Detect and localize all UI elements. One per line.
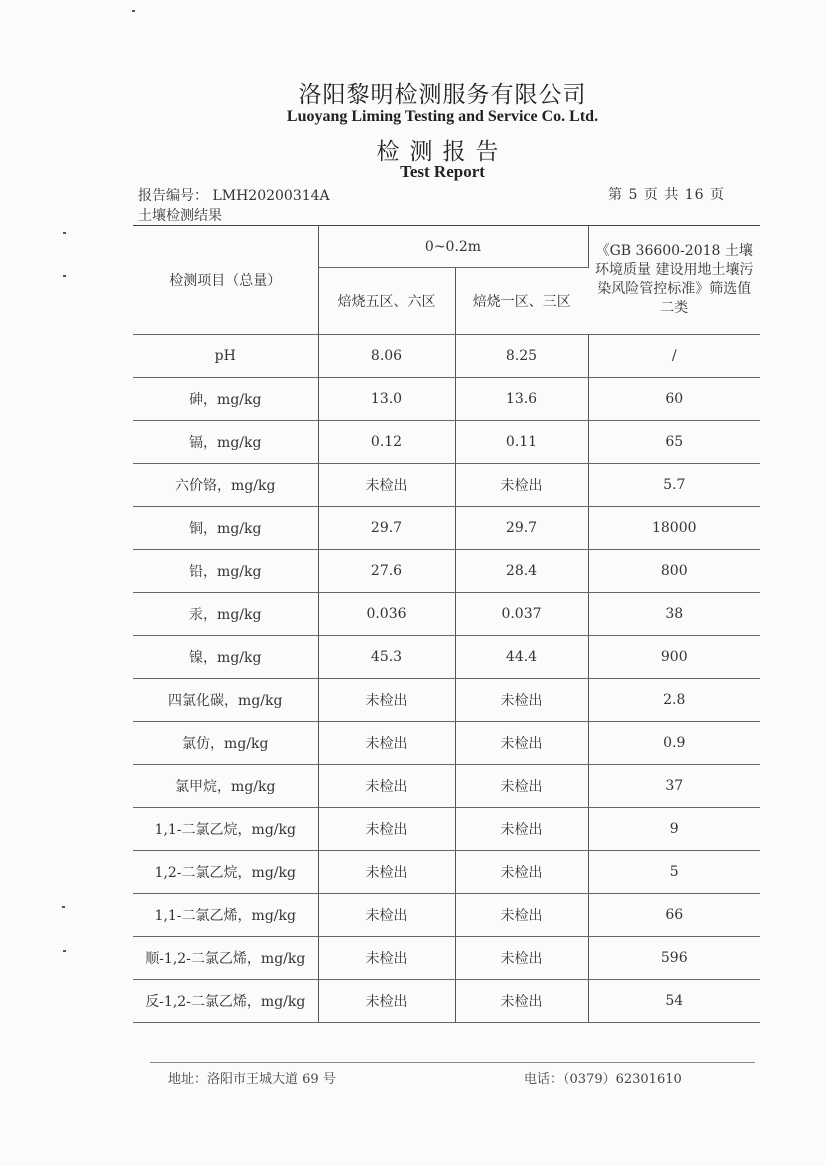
zone2-value: 28.4	[455, 550, 588, 593]
table-row	[133, 679, 760, 722]
zone2-value: 未检出	[455, 851, 588, 894]
table-row	[133, 937, 760, 980]
table-row	[133, 335, 760, 378]
zone2-value: 未检出	[455, 464, 588, 507]
zone1-value: 未检出	[318, 808, 455, 851]
zone1-value: 未检出	[318, 851, 455, 894]
standard-value: 37	[588, 765, 760, 808]
zone2-value: 未检出	[455, 894, 588, 937]
zone1-value: 45.3	[318, 636, 455, 679]
table-row	[133, 507, 760, 550]
zone1-value: 0.036	[318, 593, 455, 636]
zone1-value: 0.12	[318, 421, 455, 464]
table-row	[133, 464, 760, 507]
scan-speck	[63, 275, 66, 277]
zone2-value: 未检出	[455, 808, 588, 851]
zone2-value: 8.25	[455, 335, 588, 378]
standard-header-text: 《GB 36600-2018 土壤环境质量 建设用地土壤污染风险管控标准》筛选值二类	[595, 243, 754, 316]
company-name-cn: 洛阳黎明检测服务有限公司	[298, 82, 587, 108]
table-row	[133, 378, 760, 421]
section-title: 土壤检测结果	[138, 208, 222, 224]
standard-value: 9	[588, 808, 760, 851]
standard-header	[588, 226, 760, 335]
standard-value: 900	[588, 636, 760, 679]
zone-header-2: 焙烧一区、三区	[455, 268, 588, 335]
standard-value: 5	[588, 851, 760, 894]
item-cell: 1,1-二氯乙烯，mg/kg	[133, 894, 318, 937]
item-cell: 砷，mg/kg	[133, 378, 318, 421]
standard-value: 596	[588, 937, 760, 980]
table-row	[133, 636, 760, 679]
standard-value: 60	[588, 378, 760, 421]
table-row	[133, 722, 760, 765]
item-cell: 顺-1,2-二氯乙烯，mg/kg	[133, 937, 318, 980]
results-table	[133, 225, 760, 1023]
table-row	[133, 851, 760, 894]
zone1-value: 未检出	[318, 722, 455, 765]
page-indicator: 第 5 页 共 16 页	[608, 187, 725, 203]
standard-value: 2.8	[588, 679, 760, 722]
item-cell: 镉，mg/kg	[133, 421, 318, 464]
item-cell: 四氯化碳，mg/kg	[133, 679, 318, 722]
zone-header-1: 焙烧五区、六区	[318, 268, 455, 335]
item-cell: 六价铬，mg/kg	[133, 464, 318, 507]
zone1-value: 13.0	[318, 378, 455, 421]
zone1-value: 未检出	[318, 980, 455, 1023]
table-row	[133, 593, 760, 636]
item-cell: 氯甲烷，mg/kg	[133, 765, 318, 808]
standard-value: 5.7	[588, 464, 760, 507]
zone1-value: 27.6	[318, 550, 455, 593]
zone2-value: 未检出	[455, 765, 588, 808]
item-cell: pH	[133, 335, 318, 378]
zone2-value: 未检出	[455, 980, 588, 1023]
results-table-body	[133, 226, 760, 1023]
zone2-value: 0.037	[455, 593, 588, 636]
item-header: 检测项目（总量）	[133, 226, 318, 335]
table-row	[133, 980, 760, 1023]
table-row	[133, 808, 760, 851]
zone1-value: 未检出	[318, 679, 455, 722]
standard-value: /	[588, 335, 760, 378]
zone2-value: 未检出	[455, 937, 588, 980]
standard-value: 54	[588, 980, 760, 1023]
zone2-value: 29.7	[455, 507, 588, 550]
report-number: 报告编号： LMH20200314A	[138, 188, 330, 204]
scan-speck	[63, 232, 66, 234]
item-cell: 镍，mg/kg	[133, 636, 318, 679]
zone2-value: 13.6	[455, 378, 588, 421]
zone2-value: 未检出	[455, 722, 588, 765]
standard-value: 800	[588, 550, 760, 593]
zone1-value: 未检出	[318, 937, 455, 980]
item-cell: 铅，mg/kg	[133, 550, 318, 593]
zone1-value: 未检出	[318, 894, 455, 937]
zone2-value: 0.11	[455, 421, 588, 464]
company-name-en: Luoyang Liming Testing and Service Co. Ltd.	[286, 108, 599, 125]
zone2-value: 44.4	[455, 636, 588, 679]
standard-value: 66	[588, 894, 760, 937]
table-header-row	[133, 226, 760, 268]
footer-divider	[150, 1062, 755, 1063]
item-cell: 1,1-二氯乙烷，mg/kg	[133, 808, 318, 851]
standard-value: 65	[588, 421, 760, 464]
standard-value: 38	[588, 593, 760, 636]
report-title-en: Test Report	[400, 162, 485, 181]
zone1-value: 未检出	[318, 765, 455, 808]
item-cell: 反-1,2-二氯乙烯，mg/kg	[133, 980, 318, 1023]
footer-address: 地址：洛阳市王城大道 69 号	[168, 1072, 336, 1087]
report-title-cn: 检测报告	[376, 139, 509, 165]
scan-speck	[62, 906, 65, 908]
depth-header: 0~0.2m	[318, 226, 588, 268]
item-cell: 氯仿，mg/kg	[133, 722, 318, 765]
zone1-value: 8.06	[318, 335, 455, 378]
scan-speck	[63, 950, 66, 952]
standard-value: 18000	[588, 507, 760, 550]
table-row	[133, 421, 760, 464]
item-cell: 铜，mg/kg	[133, 507, 318, 550]
table-row	[133, 894, 760, 937]
standard-value: 0.9	[588, 722, 760, 765]
item-cell: 汞，mg/kg	[133, 593, 318, 636]
zone1-value: 29.7	[318, 507, 455, 550]
zone1-value: 未检出	[318, 464, 455, 507]
table-row	[133, 765, 760, 808]
item-cell: 1,2-二氯乙烷，mg/kg	[133, 851, 318, 894]
zone2-value: 未检出	[455, 679, 588, 722]
scan-speck	[132, 10, 135, 12]
table-row	[133, 550, 760, 593]
footer-phone: 电话：（0379）62301610	[524, 1072, 682, 1087]
